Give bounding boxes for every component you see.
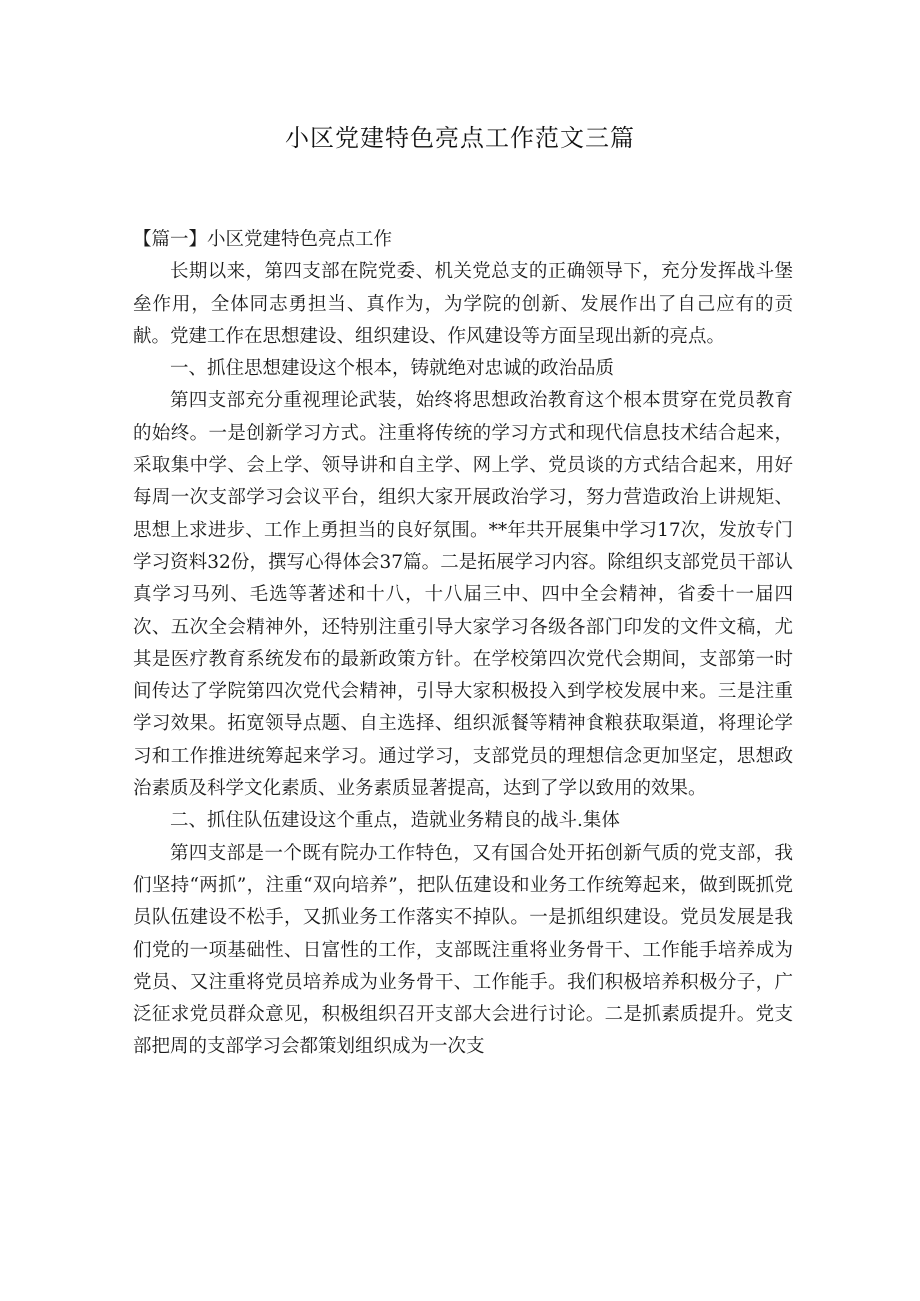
document-body [133, 224, 793, 1064]
section-label: 【篇一】小区党建特色亮点工作 [133, 229, 393, 250]
paragraph-team-building: 第四支部是一个既有院办工作特色，又有国合处开拓创新气质的党支部，我们坚持“两抓”，注重“双向培养”，把队伍建设和业务工作统筹起来，做到既抓党员队伍建设不松手，又抓业务工作落实不掉队。一是抓组织建设。党员发展是我们党的一项基础性、日富性的工作，支部既注重将业务骨干、工作能手培养成为党员、又注重将党员培养成为业务骨干、工作能手。我们积极培养积极分子，广泛征求党员群众意见，积极组织召开支部大会进行讨论。二是抓素质提升。党支部把周的支部学习会都策划组织成为一次支 [133, 842, 793, 1058]
heading-team-building: 二、抓住队伍建设这个重点，造就业务精良的战斗.集体 [170, 810, 620, 832]
paragraph-intro: 长期以来，第四支部在院党委、机关党总支的正确领导下，充分发挥战斗堡垒作用，全体同志勇担当、真作为，为学院的创新、发展作出了自己应有的贡献。党建工作在思想建设、组织建设、作风建设等方面呈现出新的亮点。 [133, 261, 793, 347]
paragraph-thought-building: 第四支部充分重视理论武装，始终将思想政治教育这个根本贯穿在党员教育的始终。一是创新学习方式。注重将传统的学习方式和现代信息技术结合起来，采取集中学、会上学、领导讲和自主学、网上学、党员谈的方式结合起来，用好每周一次支部学习会议平台，组织大家开展政治学习，努力营造政治上讲规矩、思想上求进步、工作上勇担当的良好氛围。**年共开展集中学习17次，发放专门学习资料32份，撰写心得体会37篇。二是拓展学习内容。除组织支部党员干部认真学习马列、毛选等著述和十八，十八届三中、四中全会精神，省委十一届四次、五次全会精神外，还特别注重引导大家学习各级各部门印发的文件文稿，尤其是医疗教育系统发布的最新政策方针。在学校第四次党代会期间，支部第一时间传达了学院第四次党代会精神，引导大家积极投入到学校发展中来。三是注重学习效果。拓宽领导点题、自主选择、组织派餐等精神食粮获取渠道，将理论学习和工作推进统筹起来学习。通过学习，支部党员的理想信念更加坚定，思想政治素质及科学文化素质、业务素质显著提高，达到了学以致用的效果。 [133, 390, 793, 800]
document-title: 小区党建特色亮点工作范文三篇 [285, 124, 635, 152]
heading-thought-building: 一、抓住思想建设这个根本，铸就绝对忠诚的政治品质 [170, 358, 615, 380]
